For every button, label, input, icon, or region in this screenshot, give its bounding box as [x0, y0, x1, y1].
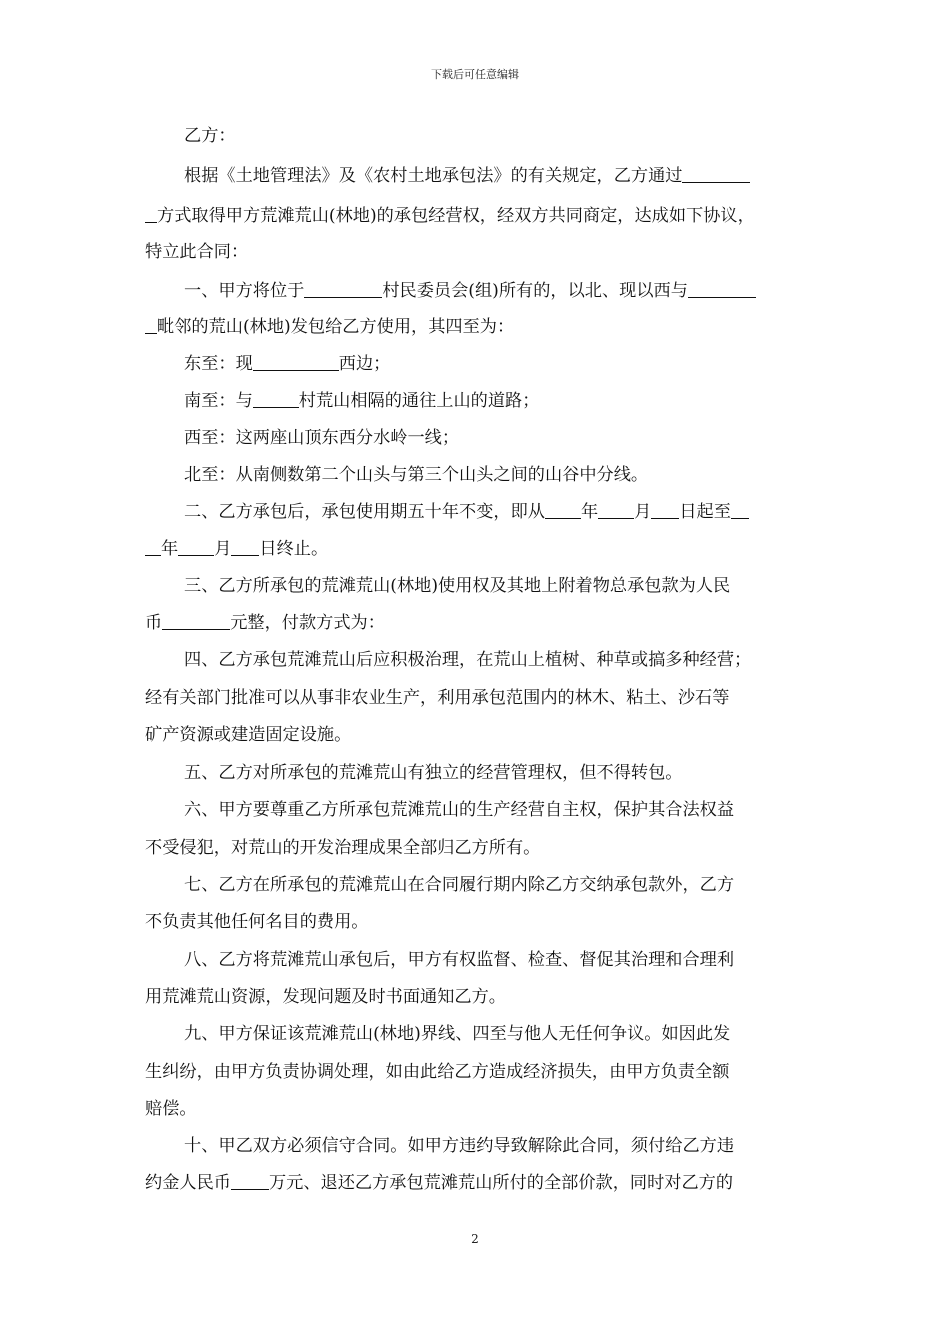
- text-line: 赔偿。: [145, 1099, 197, 1119]
- text-line: 七、乙方在所承包的荒滩荒山在合同履行期内除乙方交纳承包款外，乙方: [184, 875, 735, 895]
- text-line: 十、甲乙双方必须信守合同。如甲方违约导致解除此合同，须付给乙方违: [184, 1136, 735, 1156]
- text-line: 根据《土地管理法》及《农村土地承包法》的有关规定，乙方通过: [184, 164, 864, 188]
- text-line: 北至：从南侧数第二个山头与第三个山头之间的山谷中分线。: [184, 465, 649, 485]
- blank-field: [253, 389, 299, 408]
- text-line: 乙方：: [184, 126, 236, 146]
- text-line: 三、乙方所承包的荒滩荒山(林地)使用权及其地上附着物总承包款为人民: [184, 576, 731, 596]
- blank-field: [231, 1171, 269, 1190]
- text-line: 生纠纷，由甲方负责协调处理，如由此给乙方造成经济损失，由甲方负责全额: [145, 1062, 730, 1082]
- text-line: 方式取得甲方荒滩荒山(林地)的承包经营权，经双方共同商定，达成如下协议，: [145, 204, 825, 228]
- text-line: 二、乙方承包后，承包使用期五十年不变，即从 年 月 日起至: [184, 500, 864, 524]
- blank-field: [145, 537, 161, 556]
- page-header: 下载后可任意编辑: [431, 68, 519, 81]
- blank-field: [145, 315, 157, 334]
- text-line: 年 月 日终止。: [145, 537, 825, 561]
- text-line: 币 元整，付款方式为：: [145, 613, 385, 633]
- blank-field: [253, 352, 339, 371]
- blank-field: [231, 537, 259, 556]
- blank-field: [304, 279, 382, 298]
- text-line: 特立此合同：: [145, 242, 249, 262]
- text-line: 南至：与 村荒山相隔的通往上山的道路；: [184, 391, 540, 411]
- text-line: 九、甲方保证该荒滩荒山(林地)界线、四至与他人无任何争议。如因此发: [184, 1024, 731, 1044]
- text-line: 不受侵犯，对荒山的开发治理成果全部归乙方所有。: [145, 838, 541, 858]
- text-line: 不负责其他任何名目的费用。: [145, 912, 369, 932]
- text-line: 用荒滩荒山资源，发现问题及时书面通知乙方。: [145, 987, 506, 1007]
- blank-field: [162, 611, 230, 630]
- text-line: 西至：这两座山顶东西分水岭一线；: [184, 428, 460, 448]
- text-line: 毗邻的荒山(林地)发包给乙方使用，其四至为：: [145, 315, 825, 339]
- blank-field: [682, 164, 750, 183]
- blank-field: [545, 500, 581, 519]
- text-line: 八、乙方将荒滩荒山承包后，甲方有权监督、检查、督促其治理和合理利: [184, 950, 735, 970]
- blank-field: [651, 500, 679, 519]
- blank-field: [598, 500, 634, 519]
- blank-field: [688, 279, 756, 298]
- text-line: 矿产资源或建造固定设施。: [145, 725, 352, 745]
- blank-field: [178, 537, 214, 556]
- text-line: 四、乙方承包荒滩荒山后应积极治理，在荒山上植树、种草或搞多种经营；: [184, 650, 752, 670]
- text-line: 东至：现 西边；: [184, 354, 391, 374]
- page-number: 2: [471, 1232, 479, 1246]
- text-line: 经有关部门批准可以从事非农业生产，利用承包范围内的林木、粘土、沙石等: [145, 688, 730, 708]
- blank-field: [731, 500, 749, 519]
- text-line: 五、乙方对所承包的荒滩荒山有独立的经营管理权，但不得转包。: [184, 763, 683, 783]
- blank-field: [145, 204, 157, 223]
- text-line: 六、甲方要尊重乙方所承包荒滩荒山的生产经营自主权，保护其合法权益: [184, 800, 735, 820]
- text-line: 一、甲方将位于 村民委员会(组)所有的，以北、现以西与: [184, 279, 864, 303]
- text-line: 约金人民币 万元、退还乙方承包荒滩荒山所付的全部价款，同时对乙方的: [145, 1173, 734, 1193]
